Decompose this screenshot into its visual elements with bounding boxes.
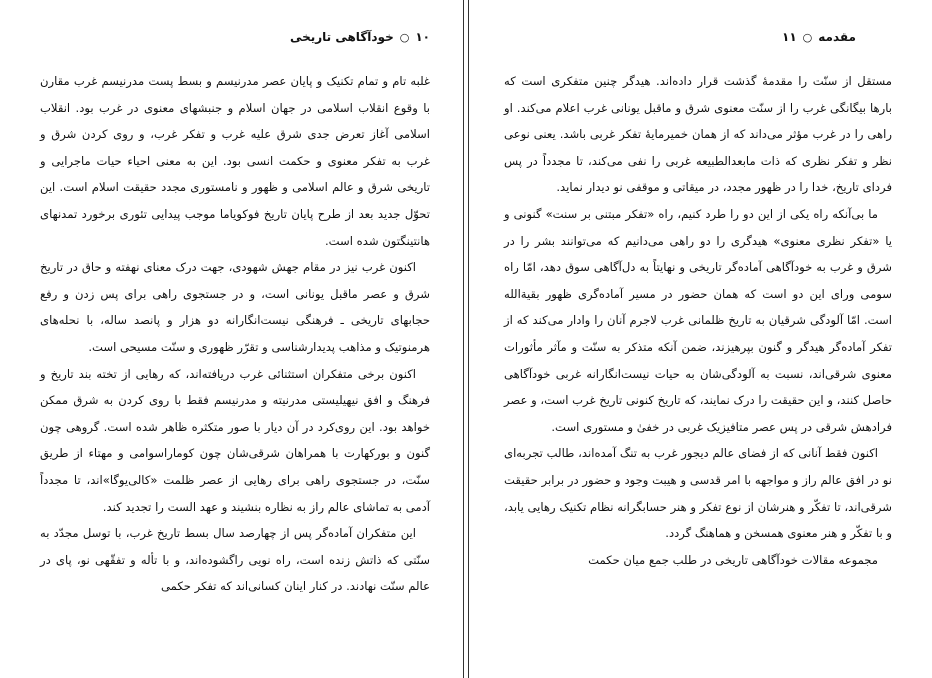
paragraph: این متفکران آماده‌گر پس از چهارصد سال بسط تاریخ غرب، با توسل مجدّد به سنّتی که ذاتش زنده است، راه نویی راگشوده‌اند، و با تأله و تفقّهی نو، پای در عالم سنّت نهادند. در کنار اینان کسانی‌اند که تفکر حکمی bbox=[40, 526, 430, 594]
circle-separator-icon: ○ bbox=[399, 30, 410, 44]
paragraph: اکنون غرب نیز در مقام جهش شهودی، جهت درک معنای نهفته و حاق در تاریخ شرق و عصر ماقبل یونانی است، و در جستجوی راهی برای پس زدن و رفع حجابهای تاریخی ـ فرهنگی نیست‌انگارانه دو هزار و پانصد ساله، با نحله‌های هرمنوتیک و مذاهب پدیدارشناسی و تقرّر ظهوری و سنّت مسیحی است. bbox=[40, 260, 430, 354]
circle-separator-icon: ○ bbox=[802, 30, 813, 44]
running-title: خودآگاهی تاریخی bbox=[289, 30, 394, 44]
page-number: ۱۱ bbox=[782, 30, 797, 44]
right-page bbox=[468, 0, 932, 678]
paragraph: اکنون برخی متفکران استثنائی غرب دریافته‌اند، که رهایی از تخته بند تاریخ و فرهنگ و افق نیهیلیستی مدرنیته و مدرنیسم فقط با روی کردن به شرق ممکن خواهد بود. این روی‌کرد در آن دیار با صور متکثره ظاهر شده است. گروهی چون گنون و بورکهارت با همراهان شرقی‌شان چون کوماراسوامی و مهتاء از طریق سنّت، در جستجوی راهی برای رهایی از عصر ظلمت «کالی‌یوگا»اند، تا مجدداً آدمی به تماشای عالم راز به نظاره بنشیند و عهد الست را تجدید کند. bbox=[40, 366, 430, 514]
page-number: ۱۰ bbox=[415, 30, 430, 44]
paragraph: مستقل از سنّت را مقدمهٔ گذشت قرار داده‌اند. هیدگر چنین متفکری است که بارها بیگانگی غرب را از سنّت معنوی شرق و ماقبل یونانی غرب اعلام می‌کند. او راهی را در غرب مؤثر می‌داند که از همان خمیرمایهٔ تفکر غربی باشد. یعنی نوعی نظر و تفکر نظری که ذات مابعدالطبیعه غربی را نفی می‌کند، تا مجدداً در پس فردای تاریخ، خدا را در ظهور مجدد، در میقاتی و موقفی نو دیدار نماید. bbox=[504, 74, 892, 195]
running-title: مقدمه bbox=[818, 30, 856, 44]
paragraph: مجموعه مقالات خودآگاهی تاریخی در طلب جمع میان حکمت bbox=[588, 552, 878, 567]
left-page-header bbox=[40, 28, 430, 46]
right-page-header bbox=[504, 28, 892, 46]
paragraph: ما بی‌آنکه راه یکی از این دو را طرد کنیم، راه «تفکر مبتنی بر سنت» گنونی و یا «تفکر نظری معنوی» هیدگری را دو راهی می‌دانیم که می‌توانند بشر را در شرق و غرب به خودآگاهی آماده‌گر تاریخی و نهایتاً به دل‌آگاهی سوق دهد، امّا راه سومی ورای این دو است که همان حضور در مسیر آماده‌گری ظهور بقیةالله است. امّا آلودگی شرقیان به تاریخ ظلمانی غرب لاجرم آنان را وادار می‌کند که از تفکر آماده‌گر هیدگر و گنون بپرهیزند، ضمن آنکه متذکر به سنّت و مآثر مأثورات معنوی شرقی‌اند، نسبت به آلودگی‌شان به حیات نیست‌انگارانه غربی خودآگاهی حاصل کنند، و این حقیقت را درک نمایند، که تاریخ کنونی تاریخ غرب است، و عصر فرادهش شرقی در پس عصر متافیزیک غربی در خفیٰ و مستوری است. bbox=[504, 206, 892, 434]
paragraph: اکنون فقط آنانی که از فضای عالم دیجور غرب به تنگ آمده‌اند، طالب تجربه‌ای نو در افق عالم راز و مواجهه با امر قدسی و هیبت وجود و حضور در برابر حقیقت شرقی‌اند، تا تفکّر و هنرشان از نوع تفکر و هنر حسابگرانه نظام تکنیک رهایی یابد، و با تفکّر و هنر معنوی همسخن و هماهنگ گردد. bbox=[504, 446, 892, 541]
paragraph: غلبه تام و تمام تکنیک و پایان عصر مدرنیسم و بسط پست مدرنیسم غرب مقارن با وقوع انقلاب اسلامی در جهان اسلام و جنبشهای معنوی در غرب بود. انقلاب اسلامی آغاز تعرض جدی شرق علیه غرب و تفکر غرب، و روی کردن شرق و غرب به تفکر معنوی و حکمت انسی بود. این به معنی احیاء حیات ماجرایی و تاریخی شرق و عالم اسلامی و ظهور و نامستوری مجدد حقیقت اسلام است. این تحوّل جدید بعد از طرح پایان تاریخ فوکویاما موجب پیدایی تئوری برخورد تمدنهای هانتینگتون شده است. bbox=[40, 74, 430, 248]
left-page bbox=[0, 0, 464, 678]
